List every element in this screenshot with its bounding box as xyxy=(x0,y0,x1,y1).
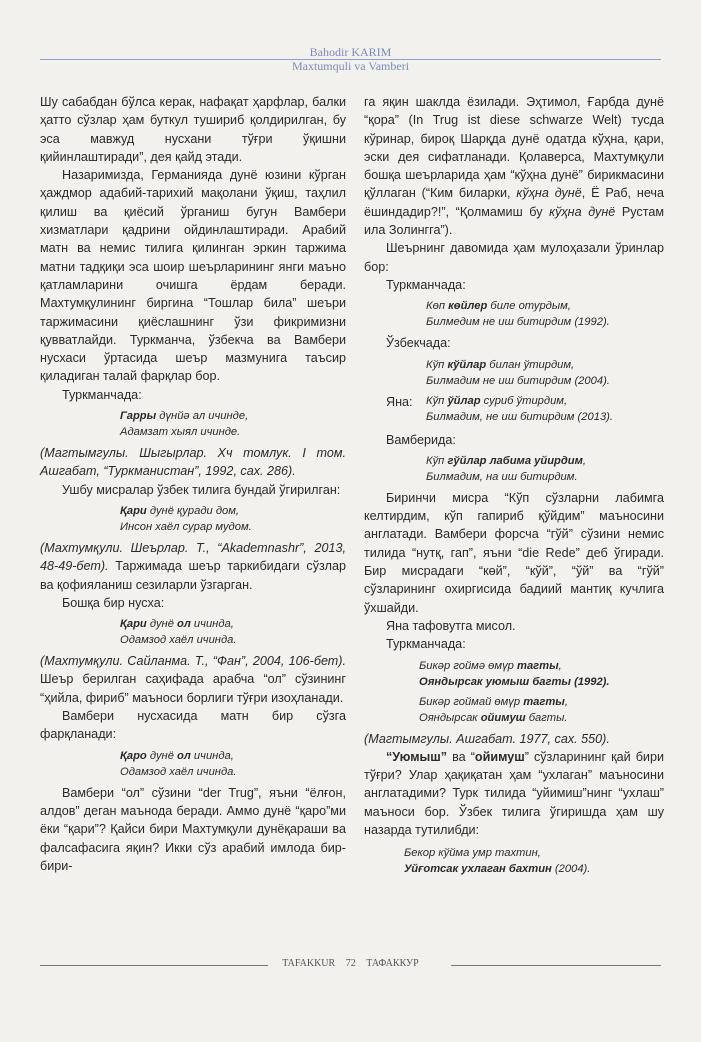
header-rule xyxy=(40,59,661,60)
verse-text: дунё қуради дом, xyxy=(146,504,240,517)
verse-text: дунё xyxy=(146,749,178,762)
footer-rule-right xyxy=(451,965,661,966)
paragraph: Шу сабабдан бўлса керак, нафақат ҳарфлар, балки ҳатто сўзлар ҳам буткул тушириб қолдирилган, бу эса мавжуд нусхани тўғри ўқишни қийинлаштиради”, дея қайд этади. xyxy=(40,95,346,164)
italic-phrase: кўҳна дунё xyxy=(516,186,582,201)
page-number: 72 xyxy=(342,958,360,969)
verse-block xyxy=(120,616,346,648)
quote-label: Вамберида: xyxy=(386,432,456,447)
verse-block xyxy=(120,503,346,535)
verse-text: биле отурдым, xyxy=(487,300,571,313)
paragraph xyxy=(40,539,346,594)
paragraph: Ушбу мисралар ўзбек тилига бундай ўгирилган: xyxy=(62,482,341,497)
paragraph-text: ” сўзларининг қай бири тўғри? Улар ҳақиқатан ҳам “ухлаган” маъносини англатадими? Турк тилида “уйимиш”нинг “ухлаш” маъноси бор. Ўзбек тилига ўгиришда ҳам шу назарда тутилибди: xyxy=(364,749,664,838)
verse-block xyxy=(426,393,613,425)
quote-label: Туркманчада: xyxy=(386,637,466,652)
running-header xyxy=(0,46,701,73)
paragraph: Шеърнинг давомида ҳам мулоҳазали ўринлар бор: xyxy=(364,241,664,274)
footer-rule-left xyxy=(40,965,268,966)
paragraph: Назаримизда, Германияда дунё юзини кўрган ҳаждмор адабий-тарихий мақолани ўқиш, таҳлил қилиш ва қиёсий ўрганиш бугун Вамбери хизматлари қадрини ойдинлаштиради. Арабий матн ва немис тилига қилинган эркин таржима матни тадқиқи эса шоир шеърларининг янги маъно қатламларини очишга ёрдам беради. Махтумқулининг биргина “Тошлар била” шеъри таржимасини қиёслашнинг ўзи фикримизни қувватлайди. Туркманча, ўзбекча ва Вамбери нусхаси ўртасида шеър мазмунига таъсир қиладиган талай фарқлар бор. xyxy=(40,168,346,384)
paragraph: Вамбери “ол” сўзини “der Trug”, яъни “ёлғон, алдов” деган маънода беради. Аммо дунё “қаро”ми ёки “қари”? Қайси бири Махтумқули дунёқараши ва фалсафасига яқин? Икки сўз арабий имлода бир-бири- xyxy=(40,785,346,873)
verse-line: Билмадим, на иш битирдим. xyxy=(426,470,578,483)
verse-text: билан ўтирдим, xyxy=(486,358,575,371)
verse-block xyxy=(419,658,664,690)
verse-keyword: тагты xyxy=(523,695,565,708)
verse-keyword: ол xyxy=(177,749,191,762)
verse-keyword: Уйғотсак ухлаган бахтин xyxy=(404,863,552,876)
verse-keyword: көйлер xyxy=(448,300,488,313)
verse-block xyxy=(120,748,346,780)
citation: (Махтумқули. Сайланма. Т., “Фан”, 2004, 106-бет). xyxy=(40,654,346,669)
verse-text: дунё xyxy=(146,618,178,631)
paragraph-text: Шеър берилган саҳифада арабча “ол” сўзининг “ҳийла, фириб” маъноси борлиги тўғри изоҳланади. xyxy=(40,672,346,705)
verse-text: (2004). xyxy=(551,863,591,876)
verse-text: , xyxy=(558,659,562,672)
verse-text: багты. xyxy=(525,711,568,724)
paragraph: Яна тафовутга мисол. xyxy=(386,618,516,633)
citation: (Магтымгулы. Шыгырлар. Хч томлук. I том. Ашгабат, “Туркманистан”, 1992, сах. 286). xyxy=(40,446,346,479)
verse-text: , xyxy=(582,454,587,467)
bold-word: ойимуш xyxy=(474,749,525,764)
verse-text: Бикәр гоймай өмүр xyxy=(419,695,524,708)
paragraph-text: га яқин шаклда ёзилади. Эҳтимол, Ғарбда дунё “қора” (In Trug ist diese schwarze Welt) тусда кўринар, бироқ Шарқда дунё одатда кўҳна, қари, эски дея сифатланади. Қолаверса, Махтумқули бошқа шеърларида ҳам “кўҳна дунё” бирикмасини қўллаган (“Ким биларки, xyxy=(364,95,664,201)
footer-journal-cyrillic: ТАФАККУР xyxy=(362,958,422,969)
quote-label: Туркманчада: xyxy=(62,387,142,402)
verse-text: суриб ўтирдим, xyxy=(480,394,568,407)
italic-phrase: кўҳна дунё xyxy=(549,204,616,219)
verse-text: ичинда, xyxy=(190,749,234,762)
verse-line: Ояндырсак уюмыш багты (1992). xyxy=(419,675,610,688)
verse-text: Ояндырсак xyxy=(419,711,481,724)
verse-text: Көп xyxy=(426,300,449,313)
paragraph: Вамбери нусхасида матн бир сўзга фарқланади: xyxy=(40,709,346,742)
verse-text: Кўп xyxy=(426,394,448,407)
verse-line: Адамзат хыял ичинде. xyxy=(120,426,241,439)
verse-block xyxy=(120,408,346,440)
verse-text: Бикәр гоймә өмүр xyxy=(419,659,517,672)
left-column xyxy=(40,93,346,875)
verse-row xyxy=(386,393,664,425)
verse-keyword: ойимуш xyxy=(480,711,526,724)
verse-block xyxy=(426,298,664,330)
quote-label: Бошқа бир нусха: xyxy=(62,595,165,610)
verse-keyword: ол xyxy=(177,618,191,631)
verse-line: Бекор кўйма умр тахтин, xyxy=(404,847,541,860)
verse-keyword: Гарры xyxy=(120,410,157,423)
verse-keyword: Қаро xyxy=(120,749,147,762)
paragraph-text: Таржимада шеър таркибидаги сўзлар ва қофияланиш сезиларли ўзгарган. xyxy=(40,559,346,592)
verse-line: Одамзод хаёл ичинда. xyxy=(120,634,237,647)
verse-keyword: кўйлар xyxy=(447,358,487,371)
quote-label: Яна: xyxy=(386,394,413,409)
bold-word: “Уюмыш” xyxy=(386,749,448,764)
page-footer xyxy=(40,958,661,969)
verse-keyword: гўйлар лабима уйирдим xyxy=(447,454,583,467)
paragraph xyxy=(364,748,664,839)
paragraph-text: , Ё Раб, неча ёшиндадир?!”, “Қолмамиш бу xyxy=(364,186,664,219)
verse-keyword: Қари xyxy=(120,618,147,631)
citation: (Магтымгулы. Ашгабат. 1977, сах. 550). xyxy=(364,731,610,746)
verse-keyword: ўйлар xyxy=(447,394,481,407)
citation: (Махтумқули. Шеърлар. Т., “Akademnashr”, 2013, 48-49-бет). xyxy=(40,540,346,574)
verse-block xyxy=(426,453,664,485)
verse-text: дүнйә ал ичинде, xyxy=(156,410,249,423)
verse-block xyxy=(404,845,664,877)
verse-text: Кўп xyxy=(426,454,448,467)
verse-line: Билмадим, не иш битирдим (2013). xyxy=(426,410,614,423)
verse-text: Кўп xyxy=(426,358,448,371)
verse-keyword: Қари xyxy=(120,504,147,517)
paragraph xyxy=(40,652,346,707)
header-author: Bahodir KARIM xyxy=(309,45,392,59)
header-title: Maxtumquli va Vamberi xyxy=(291,59,410,73)
verse-line: Инсон хаёл сурар мудом. xyxy=(120,520,252,533)
verse-line: Билмедим не иш битирдим (1992). xyxy=(426,316,610,329)
paragraph: Биринчи мисра “Кўп сўзларни лабимга келтирдим, кўп гапириб қўйдим” маъносини англатади. Вамбери форсча “гўй” сўзини немис тилида “нутқ, гап”, яъни “die Rede” деб ўгиради. Бир мисрадаги “көй”, “кўй”, “ўй” ва “гўй” сўзларининг охиргисида бадиий мантиқ кучлига ўхшайди. xyxy=(364,490,664,615)
right-column xyxy=(364,93,664,881)
verse-block xyxy=(426,357,664,389)
verse-text: , xyxy=(564,695,568,708)
verse-line: Билмадим не иш битирдим (2004). xyxy=(426,374,610,387)
paragraph xyxy=(364,93,664,239)
paragraph-text: Рустам ила Золингга”). xyxy=(364,204,665,238)
verse-block xyxy=(419,694,664,726)
verse-line: Одамзод хаёл ичинда. xyxy=(120,765,237,778)
quote-label: Ўзбекчада: xyxy=(386,336,451,351)
verse-keyword: тагты xyxy=(517,659,559,672)
paragraph-text: ва “ xyxy=(447,749,475,764)
quote-label: Туркманчада: xyxy=(386,277,466,292)
footer-journal-latin: TAFAKKUR xyxy=(278,958,339,969)
verse-text: ичинда, xyxy=(190,618,234,631)
